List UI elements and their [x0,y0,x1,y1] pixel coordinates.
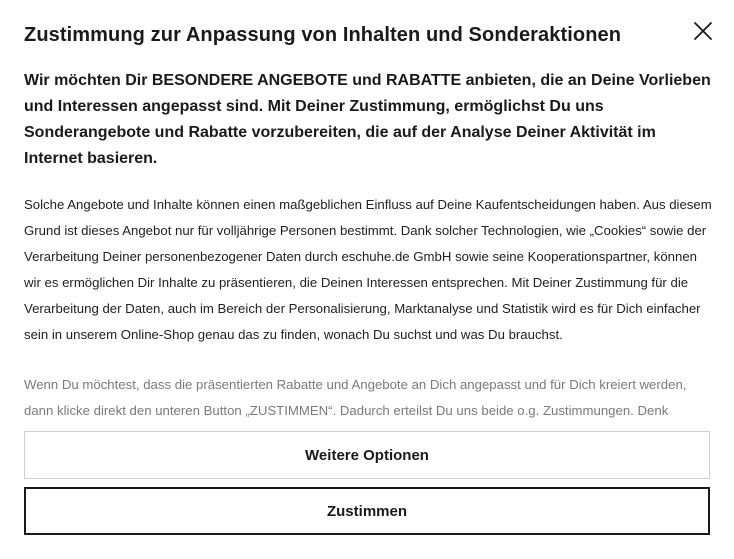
close-button[interactable] [690,18,716,44]
more-options-button[interactable]: Weitere Optionen [24,431,710,479]
close-icon [690,18,716,44]
faded-paragraph: Wenn Du möchtest, dass die präsentierten Rabatte und Angebote an Dich angepasst und für Dich kreiert werden, dann klicke direkt den unteren Button „ZUSTIMMEN“. Dadurch erteilst Du uns beide o.g. Zustimmungen. Denk [24,377,687,418]
dialog-title: Zustimmung zur Anpassung von Inhalten und Sonderaktionen [24,24,622,46]
body-paragraph: Solche Angebote und Inhalte können einen maßgeblichen Einfluss auf Deine Kaufentscheidungen haben. Aus diesem Grund ist dieses Angebot nur für volljährige Personen bestimmt. Dank solcher Technologien, wie „Cookies“ sowie der Verarbeitung Deiner personenbezogener Daten durch eschuhe.de GmbH sowie seine Kooperationspartner, können wir es ermöglichen Dir Inhalte zu präsentieren, die Deinen Interessen entsprechen. Mit Deiner Zustimmung für die Verarbeitung der Daten, auch im Bereich der Personalisierung, Marktanalyse und Statistik wird es für Dich einfacher sein in unserem Online-Shop genau das zu finden, wonach Du suchst und was Du brauchst. [24,197,712,342]
lead-paragraph: Wir möchten Dir BESONDERE ANGEBOTE und RABATTE anbieten, die an Deine Vorlieben und Interessen angepasst sind. Mit Deiner Zustimmung, ermöglichst Du uns Sonderangebote und Rabatte vorzubereiten, die auf der Analyse Deiner Aktivität im Internet basieren. [24,72,711,167]
accept-button[interactable]: Zustimmen [24,487,710,535]
consent-text-scroll-area[interactable] [24,66,714,418]
